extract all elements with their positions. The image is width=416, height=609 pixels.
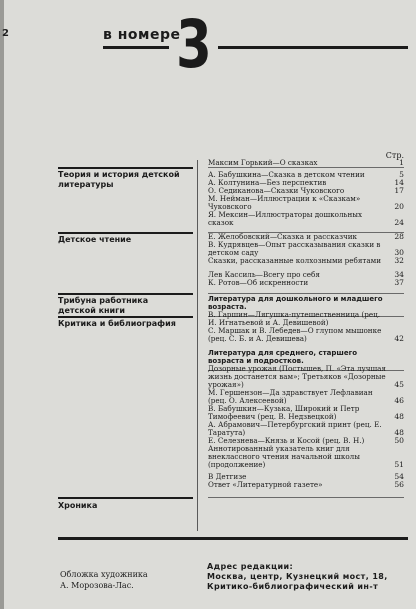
issue-number: 3 bbox=[176, 6, 212, 83]
toc-entry-page: 20 bbox=[394, 202, 404, 211]
toc-entry bbox=[208, 257, 404, 265]
toc-entry-page: 24 bbox=[394, 218, 404, 227]
toc-entry-text: Лев Кассиль—Всегу про себя bbox=[208, 270, 320, 279]
toc-entry-text: Ответ «Литературной газете» bbox=[208, 480, 323, 489]
toc-subheading bbox=[208, 295, 404, 311]
toc-entry-text: Литература для дошкольного и младшего возраста. bbox=[208, 295, 383, 311]
toc-entry-text: М. Нейман—Иллюстрации к «Сказкам» Чуковского bbox=[208, 194, 361, 211]
toc-entry-page: 32 bbox=[394, 256, 404, 265]
section-rule bbox=[58, 232, 193, 234]
toc-entry-text: Я. Мексин—Иллюстраторы дошкольных сказок bbox=[208, 210, 363, 227]
section-chronicle: Хроника bbox=[58, 501, 98, 510]
toc-entry bbox=[208, 195, 404, 211]
toc-entry bbox=[208, 279, 404, 287]
toc-entry-text: А. Абрамович—Петербургский принт (рец. Е. Таратута) bbox=[208, 420, 382, 437]
toc-entry-page: 37 bbox=[394, 278, 404, 287]
spine-mark: 2 bbox=[2, 28, 9, 39]
toc-entry bbox=[208, 211, 404, 227]
toc-entry-page: 54 bbox=[394, 472, 404, 481]
toc-entry bbox=[208, 421, 404, 437]
section-reading: Детское чтение bbox=[58, 235, 132, 244]
toc-entry-text: Максим Горький—О сказках bbox=[208, 158, 318, 167]
header-label: в номере bbox=[103, 27, 181, 43]
page-column-header: Стр. bbox=[385, 151, 404, 160]
toc-entry bbox=[208, 311, 404, 327]
toc-entry-text: К. Ротов—Об искренности bbox=[208, 278, 309, 287]
column-divider bbox=[197, 160, 198, 531]
section-criticism: Критика и библиография bbox=[58, 319, 176, 328]
toc-entry bbox=[208, 481, 404, 489]
address-line: Москва, центр, Кузнецкий мост, 18, bbox=[207, 572, 388, 581]
toc-entry-page: 50 bbox=[394, 436, 404, 445]
toc-entry-page: 34 bbox=[394, 270, 404, 279]
toc-entry-text: А. Бабушкина—Сказка в детском чтении bbox=[208, 170, 365, 179]
section-rule bbox=[58, 497, 193, 499]
cover-credit-line: Обложка художника bbox=[60, 570, 148, 579]
address-line: Критико-библиографический ин-т bbox=[207, 582, 379, 591]
toc-entry bbox=[208, 405, 404, 421]
toc-entry-text: А. Колтунина—Без перспектив bbox=[208, 178, 327, 187]
toc-entry-text: С. Маршак и В. Лебедев—О глупом мышонке (рец. С. Б. и А. Девишева) bbox=[208, 326, 382, 343]
toc-entry-text: Е. Желобовский—Сказка и рассказчик bbox=[208, 232, 358, 241]
address-title: Адрес редакции: bbox=[207, 562, 294, 571]
toc-entry-page: 48 bbox=[394, 412, 404, 421]
toc-entry bbox=[208, 365, 404, 389]
toc-entry-page: 51 bbox=[394, 460, 404, 469]
toc-entry-page: 1 bbox=[399, 158, 404, 167]
toc-entry-page: 45 bbox=[394, 380, 404, 389]
toc-entry-text: Дозорные урожая (Постышев, П. «Эта лучшая жизнь достанется вам»; Третьяков «Дозорные урожая») bbox=[208, 364, 386, 389]
toc-entry bbox=[208, 389, 404, 405]
toc-entry-text: Сказки, рассказанные колхозными ребятами bbox=[208, 256, 382, 265]
section-theory: Теория и история детской литературы bbox=[58, 170, 180, 189]
toc-list bbox=[208, 159, 404, 489]
toc-entry-text: В. Кудрявцев—Опыт рассказывания сказки в детском саду bbox=[208, 240, 381, 257]
toc-entry-text: Аннотированный указатель книг для внеклассного чтения начальной школы (продолжение) bbox=[208, 444, 360, 469]
toc-entry bbox=[208, 445, 404, 469]
section-tribune: Трибуна работника детской книги bbox=[58, 296, 149, 315]
section-rule bbox=[58, 167, 193, 169]
section-rule bbox=[58, 316, 193, 318]
toc-entry bbox=[208, 241, 404, 257]
toc-entry-page: 28 bbox=[394, 232, 404, 241]
toc-entry-page: 17 bbox=[394, 186, 404, 195]
toc-entry-page: 48 bbox=[394, 428, 404, 437]
toc-entry-text: В Детгизе bbox=[208, 472, 247, 481]
page-spine bbox=[0, 0, 4, 609]
toc-entry-text: Е. Селезнева—Князь и Косой (рец. В. Н.) bbox=[208, 436, 365, 445]
header-rule-left bbox=[103, 46, 169, 49]
toc-entry-text: М. Гершензон—Да здравствует Лефлавиан (рец. О. Алексеевой) bbox=[208, 388, 373, 405]
toc-entry-page: 42 bbox=[394, 334, 404, 343]
toc-entry-page: 14 bbox=[394, 178, 404, 187]
toc-entry bbox=[208, 327, 404, 343]
toc-entry-text: В. Гаршин—Лягушка-путешественница (рец. И. Игнатьевой и А. Девишевой) bbox=[208, 310, 380, 327]
editorial-address bbox=[207, 562, 407, 592]
toc-subheading bbox=[208, 349, 404, 365]
toc-entry-text: Литература для среднего, старшего возраста и подростков. bbox=[208, 349, 358, 365]
toc-entry bbox=[208, 159, 404, 167]
toc-entry-page: 46 bbox=[394, 396, 404, 405]
cover-credit bbox=[60, 569, 148, 591]
toc-entry-text: О. Седиканова—Сказки Чуковского bbox=[208, 186, 345, 195]
toc-entry-page: 56 bbox=[394, 480, 404, 489]
toc-entry-page: 30 bbox=[394, 248, 404, 257]
toc-entry-page: 5 bbox=[399, 170, 404, 179]
toc-entry-text: В. Бабушкин—Кузька, Широкий и Петр Тимофеевич (рец. В. Недзвецкой) bbox=[208, 404, 360, 421]
cover-credit-line: А. Морозова-Лас. bbox=[60, 581, 134, 590]
section-rule bbox=[58, 293, 193, 295]
header-rule-right bbox=[218, 46, 408, 49]
footer-rule bbox=[58, 537, 408, 540]
row-rule bbox=[208, 497, 404, 498]
